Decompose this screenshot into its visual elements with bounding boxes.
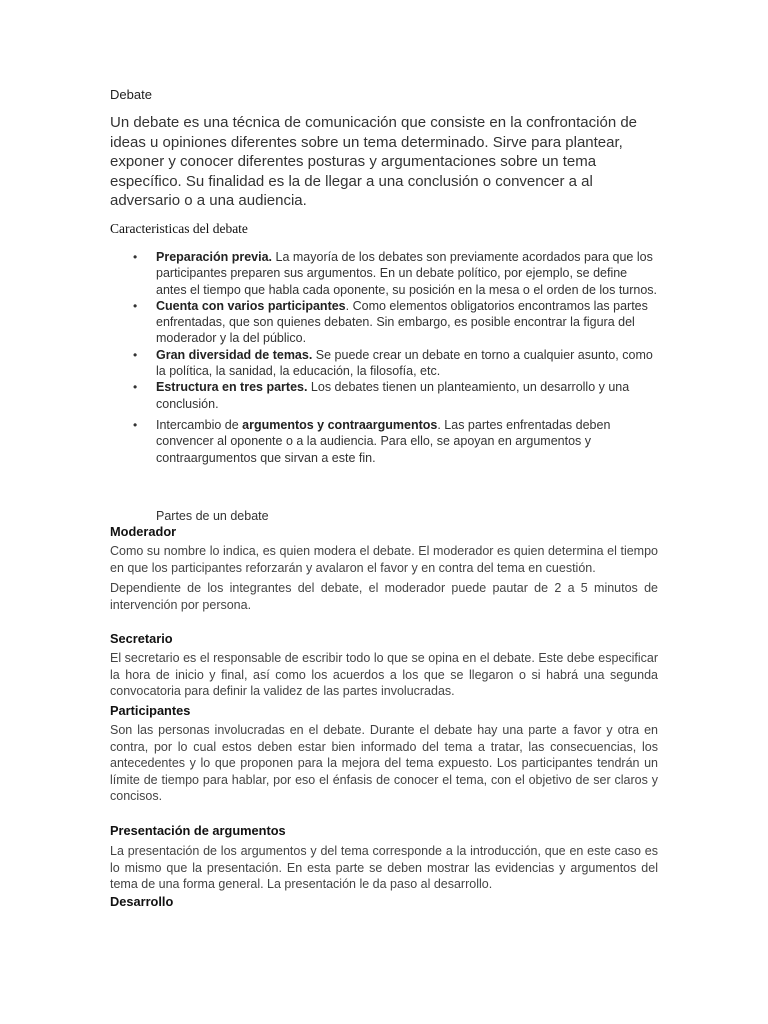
moderator-section <box>110 524 658 613</box>
item-bold-term: Gran diversidad de temas. <box>156 347 313 362</box>
item-text: . Las partes enfrentadas deben convencer al oponente o a la audiencia. Para ello, se apoyan en argumentos y contraargumentos que sirvan a este fin. <box>156 417 611 465</box>
item-bold-term: Estructura en tres partes. <box>156 380 308 395</box>
characteristics-heading: Caracteristicas del debate <box>110 221 248 236</box>
bullet-icon: • <box>133 380 138 395</box>
item-text: . Como elementos obligatorios encontramos las partes enfrentadas, que son quienes debaten. Sin embargo, es posible encontrar la figura del moderador y la del público. <box>156 298 648 346</box>
item-prefix: Intercambio de <box>156 417 243 432</box>
document-title: Debate <box>110 87 152 102</box>
moderator-paragraph-2: Dependiente de los integrantes del debate, el moderador puede pautar de 2 a 5 minutos de intervención por persona. <box>110 581 658 612</box>
item-text: La mayoría de los debates son previamente acordados para que los participantes preparen sus argumentos. En un debate político, por ejemplo, se define antes el tiempo que habla cada oponente, su posición en la mesa o el orden de los turnos. <box>156 250 658 297</box>
arguments-heading: Presentación de argumentos <box>110 823 286 838</box>
parts-heading: Partes de un debate <box>156 509 269 523</box>
development-heading: Desarrollo <box>110 894 174 909</box>
item-bold-term: argumentos y contraargumentos <box>242 417 438 432</box>
list-item <box>110 417 658 466</box>
secretary-paragraph: El secretario es el responsable de escribir todo lo que se opina en el debate. Este debe especificar la hora de inicio y final, así como los acuerdos a los que se llegaron o si habrá una segunda convocatoria para definir la validez de las partes involucradas. <box>110 651 658 699</box>
list-item <box>110 379 658 412</box>
moderator-paragraph-1: Como su nombre lo indica, es quien modera el debate. El moderador es quien determina el tiempo en que los participantes reforzarán y avalaron el favor y en contra del tema en cuestión. <box>110 544 658 575</box>
list-item <box>110 298 658 347</box>
intro-paragraph: Un debate es una técnica de comunicación que consiste en la confrontación de ideas u opiniones diferentes sobre un tema determinado. Sirve para plantear, exponer y conocer diferentes posturas y argumentaciones sobre un tema específico. Su finalidad es la de llegar a una conclusión o convencer a al adversario o a una audiencia. <box>110 114 638 210</box>
bullet-icon: • <box>133 298 138 313</box>
participants-heading: Participantes <box>110 703 191 718</box>
secretary-heading: Secretario <box>110 631 173 646</box>
bullet-icon: • <box>133 250 138 264</box>
moderator-heading: Moderador <box>110 524 177 539</box>
list-item <box>110 347 658 380</box>
arguments-section <box>110 823 658 893</box>
item-bold-term: Cuenta con varios participantes <box>156 298 346 313</box>
development-section <box>110 894 658 909</box>
secretary-section <box>110 631 658 700</box>
item-text: Se puede crear un debate en torno a cualquier asunto, como la política, la sanidad, la educación, la filosofía, etc. <box>156 347 653 379</box>
bullet-icon: • <box>133 417 138 432</box>
participants-section <box>110 703 658 805</box>
bullet-icon: • <box>133 347 138 362</box>
item-text: Los debates tienen un planteamiento, un desarrollo y una conclusión. <box>156 380 630 411</box>
characteristics-list <box>110 249 658 466</box>
participants-paragraph: Son las personas involucradas en el debate. Durante el debate hay una parte a favor y otra en contra, por lo cual estos deben estar bien informado del tema a tratar, las consecuencias, los antecedentes y lo que proponen para la mejora del tema expuesto. Los participantes tendrán un límite de tiempo para hablar, por eso el énfasis de conocer el tema, con el objetivo de ser claros y concisos. <box>110 723 658 804</box>
list-item <box>110 249 658 298</box>
arguments-paragraph: La presentación de los argumentos y del tema corresponde a la introducción, que en este caso es lo mismo que la presentación. En esta parte se deben mostrar las evidencias y argumentos del tema de una forma general. La presentación le da paso al desarrollo. <box>110 844 658 892</box>
item-bold-term: Preparación previa. <box>156 250 273 264</box>
